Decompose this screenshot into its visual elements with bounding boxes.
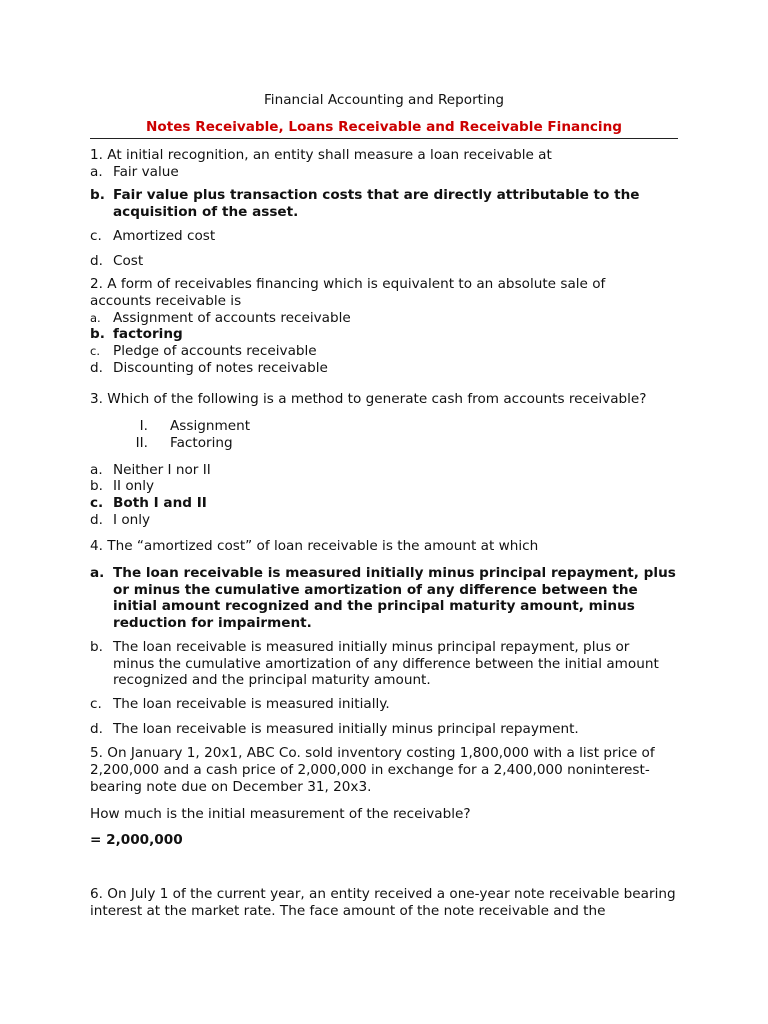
item-numeral: I. [139,418,148,435]
item-text: Factoring [170,434,233,451]
title-rule [90,138,678,139]
question-5-prompt: How much is the initial measurement of the receivable? [90,805,471,822]
question-1: 1. At initial recognition, an entity shall measure a loan receivable at [90,147,552,163]
option-text: The loan receivable is measured initially minus principal repayment, plus or minus the cumulative amortization of any difference between the initial amount recognized and the principal maturity amount. [113,638,659,689]
option-text: The loan receivable is measured initially minus principal repayment, plus or minus the cumulative amortization of any difference between the initial amount recognized and the principal maturity amount, minus reduction for impairment. [113,565,676,632]
option-letter: a. [90,310,101,325]
item-numeral: II. [135,434,148,451]
option-text: Cost [113,252,144,269]
option-text: II only [113,478,155,495]
question-6: 6. On July 1 of the current year, an entity received a one-year note receivable bearing interest at the market rate. The face amount of the note receivable and the [90,885,676,919]
q3-option-c [90,495,682,512]
q3-option-b [90,478,682,495]
option-letter: d. [90,252,103,269]
q1-option-c [90,228,682,245]
option-letter: c. [90,494,104,511]
option-letter: a. [90,163,103,180]
q3-option-d [90,512,682,529]
course-title: Financial Accounting and Reporting [263,92,505,108]
question-3: 3. Which of the following is a method to generate cash from accounts receivable? [90,391,647,408]
option-letter: b. [90,478,103,495]
option-text: Amortized cost [113,227,216,244]
q3-item-1 [90,418,682,435]
q4-option-d [90,721,682,738]
option-text: factoring [113,326,183,343]
q4-option-c [90,696,682,713]
topic-title: Notes Receivable, Loans Receivable and Receivable Financing [145,119,622,135]
question-4: 4. The “amortized cost” of loan receivable is the amount at which [90,538,539,555]
option-letter: c. [90,227,102,244]
question-2: 2. A form of receivables financing which is equivalent to an absolute sale of accounts receivable is [90,276,606,309]
q3-option-a [90,462,682,479]
option-text: The loan receivable is measured initially. [113,695,390,712]
option-letter: a. [90,461,103,478]
option-letter: b. [90,187,105,204]
q2-option-d [90,360,682,377]
option-letter: d. [90,511,103,528]
q2-option-b [90,326,682,343]
option-text: Discounting of notes receivable [113,359,328,376]
item-text: Assignment [170,418,251,435]
q1-option-a [90,164,682,181]
q1-option-b [90,187,682,220]
option-letter: d. [90,359,103,376]
option-letter: b. [90,326,105,343]
option-letter: a. [90,565,105,582]
q4-option-a [90,565,680,632]
option-text: Fair value [113,163,179,180]
question-5-answer: = 2,000,000 [90,832,183,849]
q2-option-a [90,310,682,327]
option-text: Both I and II [113,494,207,511]
q1-option-d [90,253,682,270]
question-list [90,147,682,919]
question-5: 5. On January 1, 20x1, ABC Co. sold inventory costing 1,800,000 with a list price of 2,200,000 and a cash price of 2,000,000 in exchange for a 2,400,000 noninterest-bearing note due on December 31, 20x3. [90,745,655,795]
option-letter: c. [90,344,100,359]
option-text: Fair value plus transaction costs that are directly attributable to the acquisition of the asset. [113,187,640,221]
option-text: Neither I nor II [113,461,211,478]
option-text: Pledge of accounts receivable [113,343,317,360]
q3-item-2 [90,435,682,452]
option-letter: c. [90,695,102,712]
q2-option-c [90,343,682,360]
option-text: Assignment of accounts receivable [113,309,351,326]
option-letter: b. [90,638,103,655]
q4-option-b [90,639,675,689]
option-letter: d. [90,720,103,737]
option-text: I only [113,511,151,528]
option-text: The loan receivable is measured initially minus principal repayment. [113,720,579,737]
